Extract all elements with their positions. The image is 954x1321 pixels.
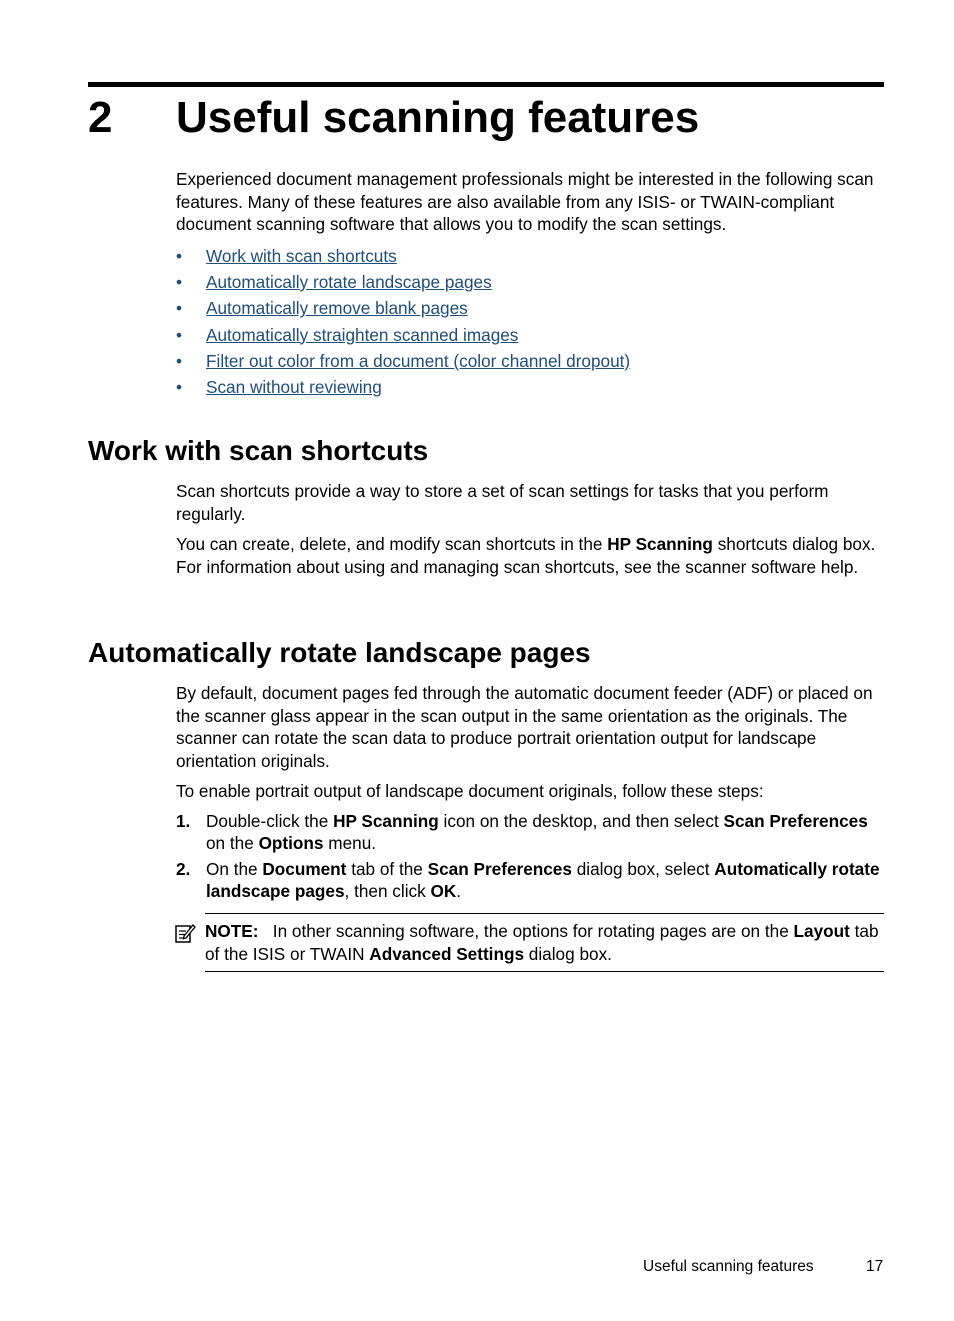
- section-rotate-pages-body: [176, 682, 888, 906]
- ui-term: Document: [262, 858, 347, 879]
- note-pencil-icon: [174, 922, 196, 944]
- link-work-with-scan-shortcuts[interactable]: Work with scan shortcuts: [206, 245, 397, 266]
- list-item: [176, 297, 888, 323]
- text: tab of the: [346, 858, 428, 879]
- intro-block: [176, 168, 888, 403]
- text: menu.: [323, 833, 377, 853]
- bullet: •: [176, 271, 183, 292]
- feature-link-list: [176, 245, 888, 403]
- text: On the: [206, 858, 263, 879]
- list-item: [176, 245, 888, 271]
- note-box: [205, 913, 884, 972]
- ui-term: Scan Preferences: [723, 810, 868, 831]
- ui-term: Automatically rotate landscape pages: [206, 858, 880, 901]
- text: dialog box, select: [571, 858, 715, 879]
- link-rotate-landscape-pages[interactable]: Automatically rotate landscape pages: [206, 271, 492, 292]
- text: tab of the ISIS or TWAIN: [205, 921, 879, 964]
- paragraph: By default, document pages fed through the automatic document feeder (ADF) or placed on the scanner glass appear in the scan output in the same orientation as the originals. The scanner can rotate the scan data to produce portrait orientation output for landscape orientation originals.: [176, 683, 873, 771]
- link-scan-without-reviewing[interactable]: Scan without reviewing: [206, 377, 382, 398]
- chapter-number: 2: [88, 93, 113, 142]
- section-heading-scan-shortcuts: Work with scan shortcuts: [88, 435, 429, 466]
- link-filter-out-color[interactable]: Filter out color from a document (color channel dropout): [206, 351, 631, 372]
- chapter-title: Useful scanning features: [176, 93, 700, 142]
- text: In other scanning software, the options for rotating pages are on the: [258, 921, 794, 941]
- step-item: [176, 858, 888, 903]
- ui-term: Layout: [793, 921, 850, 941]
- intro-paragraph: Experienced document management professionals might be interested in the following scan features. Many of these features are also available from any ISIS- or TWAIN-compliant document scanning software that allows you to modify the scan settings.: [176, 169, 874, 234]
- text: Double-click the: [206, 810, 334, 831]
- chapter-top-rule: [88, 82, 884, 87]
- page-number: 17: [866, 1258, 884, 1275]
- footer-title: Useful scanning features: [643, 1258, 814, 1275]
- ui-term: HP Scanning: [333, 810, 439, 831]
- text: , then click: [344, 881, 431, 901]
- link-straighten-scanned-images[interactable]: Automatically straighten scanned images: [206, 324, 519, 345]
- list-item: [176, 376, 888, 402]
- section-scan-shortcuts-body: [176, 480, 888, 578]
- bullet: •: [176, 245, 183, 266]
- text: You can create, delete, and modify scan shortcuts in the: [176, 534, 608, 554]
- paragraph: Scan shortcuts provide a way to store a set of scan settings for tasks that you perform regularly.: [176, 481, 829, 524]
- bullet: •: [176, 377, 183, 398]
- ui-term: Advanced Settings: [369, 943, 525, 964]
- paragraph: [176, 533, 888, 578]
- text: shortcuts dialog box. For information about using and managing scan shortcuts, see the scanner software help.: [176, 534, 876, 577]
- list-item: [176, 324, 888, 350]
- ui-term: OK: [430, 881, 457, 901]
- step-number: 1.: [176, 810, 191, 831]
- step-item: [176, 810, 888, 855]
- note-label: NOTE:: [205, 921, 259, 941]
- text: icon on the desktop, and then select: [438, 810, 724, 831]
- section-heading-rotate-pages: Automatically rotate landscape pages: [88, 637, 591, 668]
- paragraph: To enable portrait output of landscape document originals, follow these steps:: [176, 781, 764, 801]
- ui-term: Options: [258, 833, 324, 853]
- link-remove-blank-pages[interactable]: Automatically remove blank pages: [206, 298, 468, 319]
- ui-term: Scan Preferences: [427, 858, 572, 879]
- text: on the: [206, 833, 259, 853]
- list-item: [176, 350, 888, 376]
- bullet: •: [176, 298, 183, 319]
- steps-list: [176, 810, 888, 903]
- text: .: [456, 881, 462, 901]
- text: dialog box.: [524, 943, 612, 964]
- bullet: •: [176, 351, 183, 372]
- list-item: [176, 271, 888, 297]
- bullet: •: [176, 324, 183, 345]
- ui-term: HP Scanning: [607, 534, 713, 554]
- step-number: 2.: [176, 858, 191, 879]
